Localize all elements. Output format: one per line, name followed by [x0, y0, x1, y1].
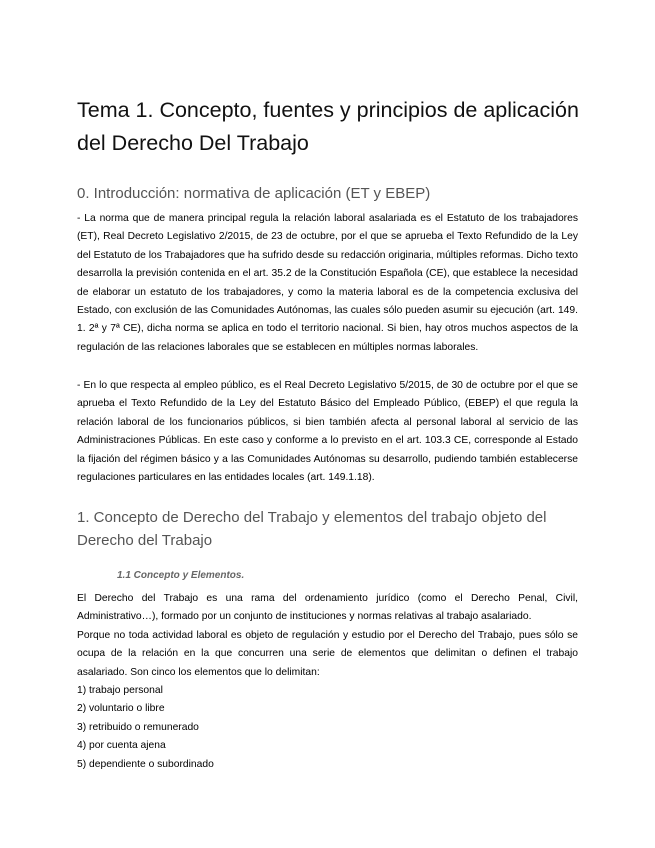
section-0-paragraph-1: - La norma que de manera principal regula la relación laboral asalariada es el Estatuto de los trabajadores (ET), Real Decreto Legislativo 2/2015, de 23 de octubre, por el que se aprueba el Texto Refundido de la Ley del Estatuto de los Trabajadores que ha sufrido desde su redacción originaria, múltiples reformas. Dicho texto desarrolla la previsión contenida en el art. 35.2 de la Constitución Española (CE), que establece la necesidad de elaborar un estatuto de los trabajadores, y como la materia laboral es de la competencia exclusiva del Estado, con exclusión de las Comunidades Autónomas, las cuales sólo pueden asumir su ejecución (art. 149. 1. 2ª y 7ª CE), dicha norma se aplica en todo el territorio nacional. Si bien, hay otros muchos aspectos de la regulación de las relaciones laborales que se establecen en múltiples normas laborales.: [77, 213, 578, 353]
list-item: 3) retribuido o remunerado: [77, 721, 199, 733]
section-0-heading: 0. Introducción: normativa de aplicación (ET y EBEP): [77, 185, 431, 202]
elements-list: [77, 682, 477, 774]
list-item: 2) voluntario o libre: [77, 703, 165, 715]
list-item: 1) trabajo personal: [77, 685, 163, 696]
section-1-1-subheading: 1.1 Concepto y Elementos.: [117, 570, 245, 581]
section-1-paragraph-1: El Derecho del Trabajo es una rama del ordenamiento jurídico (como el Derecho Penal, Civil, Administrativo…), formado por un conjunto de instituciones y normas relativas al trabajo asalariado.: [77, 593, 578, 623]
section-1-heading: 1. Concepto de Derecho del Trabajo y elementos del trabajo objeto del Derecho del Trabajo: [77, 509, 547, 549]
list-item: 4) por cuenta ajena: [77, 740, 166, 752]
section-0-paragraph-2: - En lo que respecta al empleo público, es el Real Decreto Legislativo 5/2015, de 30 de octubre por el que se aprueba el Texto Refundido de la Ley del Estatuto Básico del Empleado Público, (EBEP) el que regula la relación laboral de los funcionarios públicos, si bien también afecta al personal laboral al servicio de las Administraciones Públicas. En este caso y conforme a lo previsto en el art. 103.3 CE, corresponde al Estado la fijación del régimen básico y a las Comunidades Autónomas su desarrollo, pudiendo también establecerse regulaciones particulares en las entidades locales (art. 149.1.18).: [77, 380, 578, 484]
document-title: Tema 1. Concepto, fuentes y principios de aplicación del Derecho Del Trabajo: [77, 98, 579, 155]
section-1-paragraph-2: Porque no toda actividad laboral es objeto de regulación y estudio por el Derecho del Trabajo, pues sólo se ocupa de la relación en la que concurren una serie de elementos que delimitan o definen el trabajo asalariado. Son cinco los elementos que lo delimitan:: [77, 630, 578, 678]
list-item: 5) dependiente o subordinado: [77, 758, 214, 770]
